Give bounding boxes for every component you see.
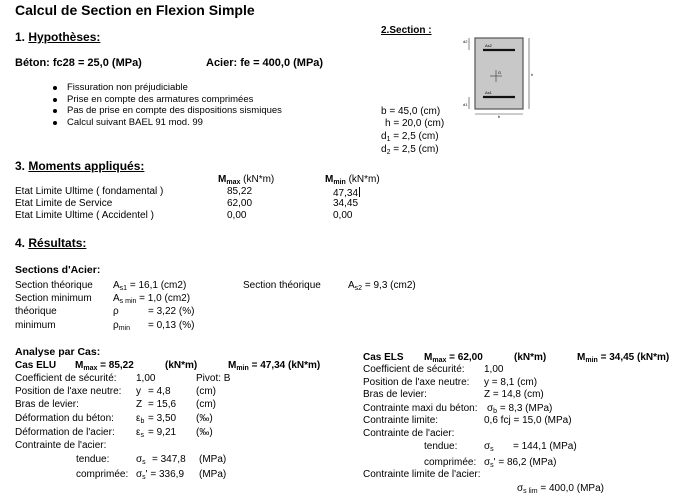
elu-bras-label: Bras de levier: bbox=[15, 399, 79, 410]
els-tendue-symbol: $\sigma_s$ bbox=[484, 441, 494, 453]
els-tendue-value: = 144,1 (MPa) bbox=[513, 441, 577, 452]
elu-comprimee-unit: (MPa) bbox=[199, 469, 227, 480]
elu-pos-unit: (cm) bbox=[196, 386, 216, 397]
els-comprimee-label: comprimée: bbox=[424, 457, 477, 468]
els-case: Cas ELS bbox=[363, 352, 404, 363]
section-h: h = 20,0 (cm) bbox=[385, 118, 445, 129]
section-d1: $d_1 = 2,5$ (cm) bbox=[381, 131, 439, 143]
elu-tendue-unit: (MPa) bbox=[199, 454, 227, 465]
els-coef-value: 1,00 bbox=[484, 364, 504, 375]
results-heading bbox=[15, 237, 86, 249]
rhomin-symbol: $\rho_{min}$ bbox=[113, 320, 130, 332]
moment-row-max: 85,22 bbox=[227, 186, 253, 197]
hypotheses-list bbox=[53, 82, 282, 128]
elu-unit: (kN*m) bbox=[165, 360, 198, 371]
elu-tendue-value: = 347,8 bbox=[152, 454, 186, 465]
hypotheses-heading bbox=[15, 31, 100, 43]
rho-value: = 3,22 (%) bbox=[148, 306, 195, 317]
moment-row-label: Etat Limite Ultime ( fondamental ) bbox=[15, 186, 164, 197]
b-label: b bbox=[498, 114, 501, 118]
d2-label: d2 bbox=[463, 39, 468, 44]
as1-value: $A_{s1} = 16,1$ (cm2) bbox=[113, 280, 187, 292]
section-drawing bbox=[455, 34, 535, 118]
els-bras-label: Bras de levier: bbox=[363, 389, 427, 400]
els-mmax: $M_{max} = 62,00$ bbox=[424, 352, 483, 364]
rhomin-value: = 0,13 (%) bbox=[148, 320, 195, 331]
elu-tendue-label: tendue: bbox=[76, 454, 110, 465]
as1-label: As1 bbox=[485, 90, 492, 95]
hypothesis-item: Pas de prise en compte des dispositions sismiques bbox=[53, 105, 282, 117]
elu-defa-symbol: $\varepsilon_s$ bbox=[136, 427, 144, 439]
els-unit: (kN*m) bbox=[514, 352, 547, 363]
moment-row-min: 0,00 bbox=[333, 210, 353, 221]
hypothesis-item: Calcul suivant BAEL 91 mod. 99 bbox=[53, 117, 282, 129]
mmax-header: $M_{max}$ (kN*m) bbox=[218, 174, 275, 186]
elu-pivot: Pivot: B bbox=[196, 373, 231, 384]
hypothesis-item: Prise en compte des armatures comprimées bbox=[53, 94, 282, 106]
moment-row-min: 34,45 bbox=[333, 198, 359, 209]
analyse-title: Analyse par Cas: bbox=[15, 346, 101, 358]
rho-symbol: ρ bbox=[113, 306, 119, 317]
moment-row-label: Etat Limite Ultime ( Accidentel ) bbox=[15, 210, 154, 221]
section-heading: 2.Section : bbox=[381, 25, 432, 36]
section-theorique-label: Section théorique bbox=[15, 280, 93, 291]
elu-pos-symbol: y bbox=[136, 386, 141, 397]
elu-mmax: $M_{max} = 85,22$ bbox=[75, 360, 134, 372]
els-cb-value: $\sigma_b = 8,3$ (MPa) bbox=[487, 403, 553, 415]
hypotheses-number: 1. bbox=[15, 30, 26, 44]
d1-label: d1 bbox=[463, 102, 468, 107]
elu-defa-label: Déformation de l'acier: bbox=[15, 427, 115, 438]
elu-bras-symbol: Z bbox=[136, 399, 143, 410]
els-cb-label: Contrainte maxi du béton: bbox=[363, 403, 478, 414]
els-tendue-label: tendue: bbox=[424, 441, 458, 452]
moment-row-label: Etat Limite de Service bbox=[15, 198, 113, 209]
asmin-value: $A_{s min} = 1,0$ (cm2) bbox=[113, 293, 191, 305]
elu-tendue-symbol: $\sigma_s$ bbox=[136, 454, 146, 466]
elu-defb-unit: (‰) bbox=[196, 413, 213, 424]
elu-defb-label: Déformation du béton: bbox=[15, 413, 114, 424]
elu-pos-value: = 4,8 bbox=[148, 386, 171, 397]
els-pos-value: y = 8,1 (cm) bbox=[484, 377, 538, 388]
moment-row-max: 0,00 bbox=[227, 210, 247, 221]
moments-title: Moments appliqués: bbox=[28, 159, 145, 173]
els-slim-value: $\sigma_{s lim} = 400,0$ (MPa) bbox=[517, 483, 604, 495]
minimum-label: minimum bbox=[15, 320, 56, 331]
elu-bras-value: = 15,6 bbox=[148, 399, 177, 410]
beton-value: Béton: fc28 = 25,0 (MPa) bbox=[15, 57, 142, 69]
els-climit-label: Contrainte limite: bbox=[363, 415, 439, 426]
results-title: Résultats: bbox=[28, 236, 87, 250]
text-cursor bbox=[359, 187, 360, 197]
els-contrainte-label: Contrainte de l'acier: bbox=[363, 428, 455, 439]
elu-bras-unit: (cm) bbox=[196, 399, 216, 410]
moments-number: 3. bbox=[15, 159, 26, 173]
theorique-label: théorique bbox=[15, 306, 57, 317]
elu-comprimee-value: $\sigma_s' = 336,9$ bbox=[136, 469, 185, 481]
elu-pos-label: Position de l'axe neutre: bbox=[15, 386, 122, 397]
centroid-label: G bbox=[498, 70, 502, 75]
hypothesis-item: Fissuration non préjudiciable bbox=[53, 82, 282, 94]
elu-coef-value: 1,00 bbox=[136, 373, 156, 384]
as2-value: $A_{s2} = 9,3$ (cm2) bbox=[348, 280, 416, 292]
els-pos-label: Position de l'axe neutre: bbox=[363, 377, 470, 388]
els-climit-value: 0,6 fcj = 15,0 (MPa) bbox=[484, 415, 572, 426]
section-d2: $d_2 = 2,5$ (cm) bbox=[381, 144, 439, 156]
els-bras-value: Z = 14,8 (cm) bbox=[484, 389, 544, 400]
els-climit-acier-label: Contrainte limite de l'acier: bbox=[363, 469, 481, 480]
elu-defb-symbol: $\varepsilon_b$ bbox=[136, 413, 145, 425]
elu-contrainte-label: Contrainte de l'acier: bbox=[15, 440, 107, 451]
els-mmin: $M_{min} = 34,45$ (kN*m) bbox=[577, 352, 670, 364]
section-b: b = 45,0 (cm) bbox=[381, 106, 441, 117]
elu-defa-value: = 9,21 bbox=[148, 427, 177, 438]
els-coef-label: Coefficient de sécurité: bbox=[363, 364, 465, 375]
moments-heading bbox=[15, 160, 144, 172]
results-number: 4. bbox=[15, 236, 26, 250]
as2-label: As2 bbox=[485, 43, 492, 48]
elu-defb-value: = 3,50 bbox=[148, 413, 177, 424]
elu-coef-label: Coefficient de sécurité: bbox=[15, 373, 117, 384]
page-title: Calcul de Section en Flexion Simple bbox=[15, 2, 255, 18]
hypotheses-title: Hypothèses: bbox=[28, 30, 101, 44]
sections-acier-title: Sections d'Acier: bbox=[15, 264, 101, 276]
section-theorique-label-2: Section théorique bbox=[243, 280, 321, 291]
els-comprimee-value: $\sigma_s' = 86,2$ (MPa) bbox=[484, 457, 557, 469]
elu-case: Cas ELU bbox=[15, 360, 57, 371]
mmin-header: $M_{min}$ (kN*m) bbox=[325, 174, 380, 186]
moment-row-max: 62,00 bbox=[227, 198, 253, 209]
elu-comprimee-label: comprimée: bbox=[76, 469, 129, 480]
moment-row-min[interactable]: 47,34 bbox=[333, 188, 359, 199]
elu-mmin: $M_{min} = 47,34$ (kN*m) bbox=[228, 360, 321, 372]
elu-defa-unit: (‰) bbox=[196, 427, 213, 438]
h-label: h bbox=[531, 72, 534, 77]
acier-value: Acier: fe = 400,0 (MPa) bbox=[206, 57, 324, 69]
section-minimum-label: Section minimum bbox=[15, 293, 92, 304]
